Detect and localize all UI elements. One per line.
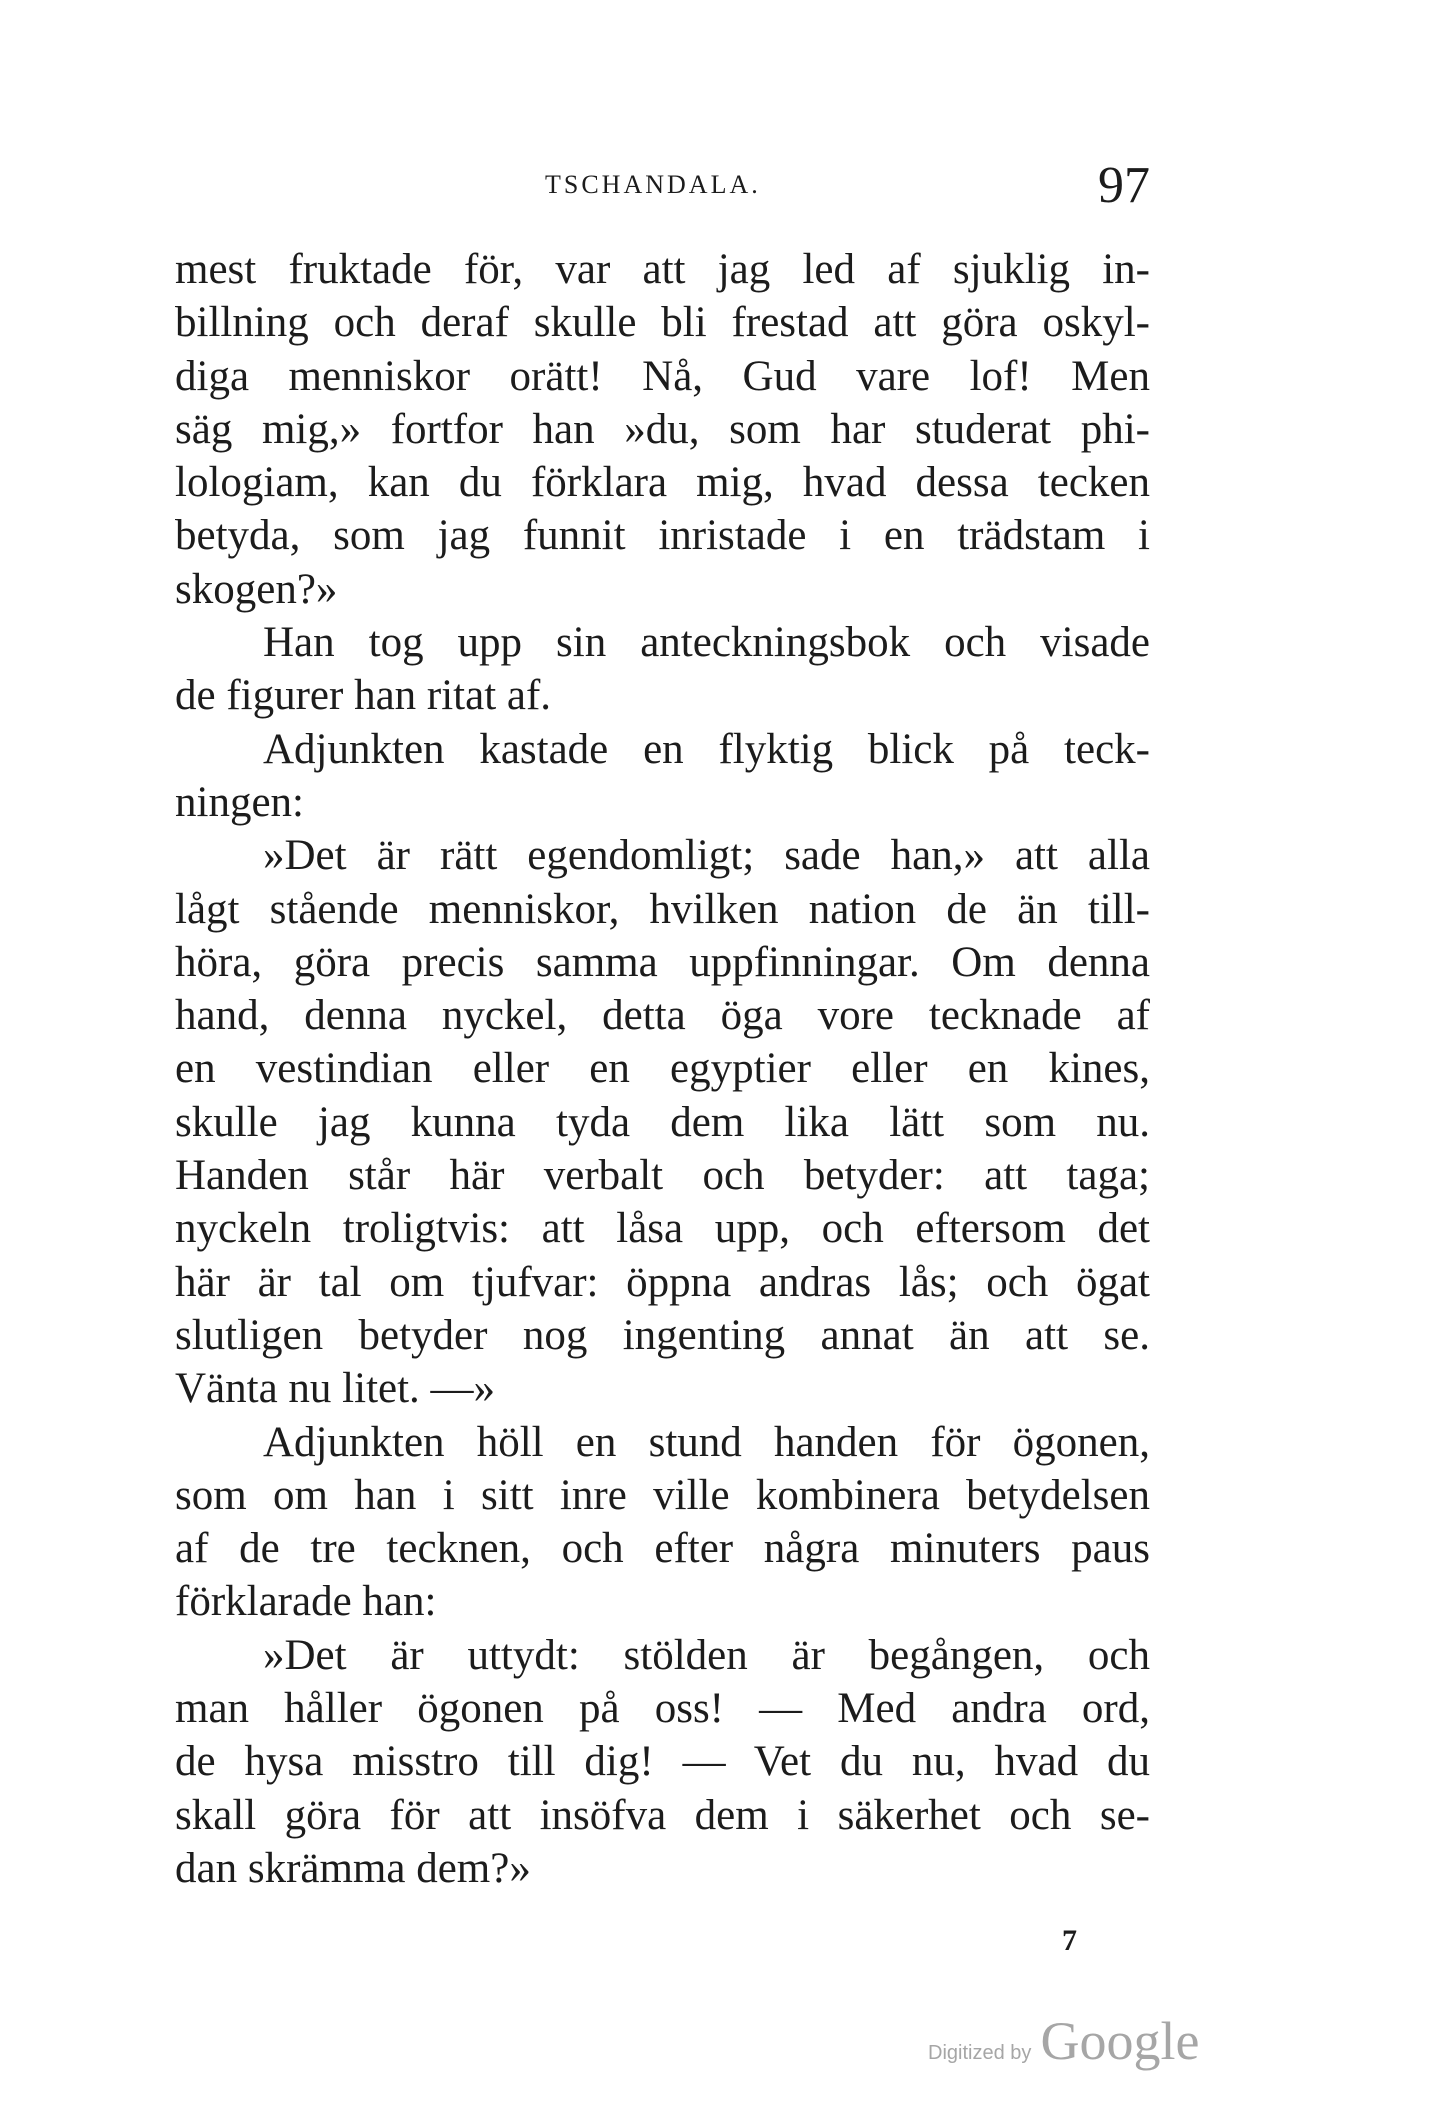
text-line: Handen står här verbalt och betyder: att taga; xyxy=(175,1152,1150,1200)
text-line: de hysa misstro till dig! — Vet du nu, hvad du xyxy=(175,1738,1150,1786)
text-line: skall göra för att insöfva dem i säkerhet och se- xyxy=(175,1791,1150,1839)
text-line: af de tre tecknen, och efter några minuters paus xyxy=(175,1525,1150,1573)
text-line: billning och deraf skulle bli frestad att göra oskyl- xyxy=(175,299,1150,347)
text-line: de figurer han ritat af. xyxy=(175,672,552,720)
text-line: Adjunkten höll en stund handen för ögonen, xyxy=(263,1418,1150,1466)
text-line: som om han i sitt inre ville kombinera betydelsen xyxy=(175,1471,1150,1519)
text-line: höra, göra precis samma uppfinningar. Om denna xyxy=(175,938,1150,986)
text-line: Adjunkten kastade en flyktig blick på teck- xyxy=(263,725,1150,773)
text-line: förklarade han: xyxy=(175,1578,437,1626)
text-line: här är tal om tjufvar: öppna andras lås; och ögat xyxy=(175,1258,1150,1306)
text-line: slutligen betyder nog ingenting annat än att se. xyxy=(175,1311,1150,1359)
text-line: »Det är uttydt: stölden är begången, och xyxy=(263,1631,1150,1679)
text-line: nyckeln troligtvis: att låsa upp, och eftersom det xyxy=(175,1205,1150,1253)
text-line: säg mig,» fortfor han »du, som har studerat phi- xyxy=(175,405,1150,453)
text-line: diga menniskor orätt! Nå, Gud vare lof! Men xyxy=(175,352,1150,400)
text-line: hand, denna nyckel, detta öga vore tecknade af xyxy=(175,992,1150,1040)
text-line: ningen: xyxy=(175,778,304,826)
text-line: lågt stående menniskor, hvilken nation de än till- xyxy=(175,885,1150,933)
text-line: betyda, som jag funnit inristade i en trädstam i xyxy=(175,512,1150,560)
text-line: man håller ögonen på oss! — Med andra ord, xyxy=(175,1685,1150,1733)
body-text xyxy=(175,243,1150,1895)
text-line: dan skrämma dem?» xyxy=(175,1844,531,1892)
text-line: Han tog upp sin anteckningsbok och visade xyxy=(263,619,1150,667)
signature-mark: 7 xyxy=(1062,1924,1077,1957)
text-line: »Det är rätt egendomligt; sade han,» att alla xyxy=(263,832,1150,880)
watermark-brand: Google xyxy=(1040,2011,1200,2071)
text-line: skogen?» xyxy=(175,565,338,613)
text-line: Vänta nu litet. —» xyxy=(175,1365,496,1413)
page-header xyxy=(175,156,1150,212)
page-number: 97 xyxy=(1098,157,1150,214)
text-line: lologiam, kan du förklara mig, hvad dessa tecken xyxy=(175,459,1150,507)
text-line: mest fruktade för, var att jag led af sjuklig in- xyxy=(175,246,1150,293)
running-title: TSCHANDALA. xyxy=(545,170,761,199)
text-line: en vestindian eller en egyptier eller en kines, xyxy=(175,1045,1150,1093)
watermark-prefix: Digitized by xyxy=(928,2042,1032,2064)
text-line: skulle jag kunna tyda dem lika lätt som nu. xyxy=(175,1098,1150,1146)
digitized-watermark xyxy=(928,2010,1199,2072)
